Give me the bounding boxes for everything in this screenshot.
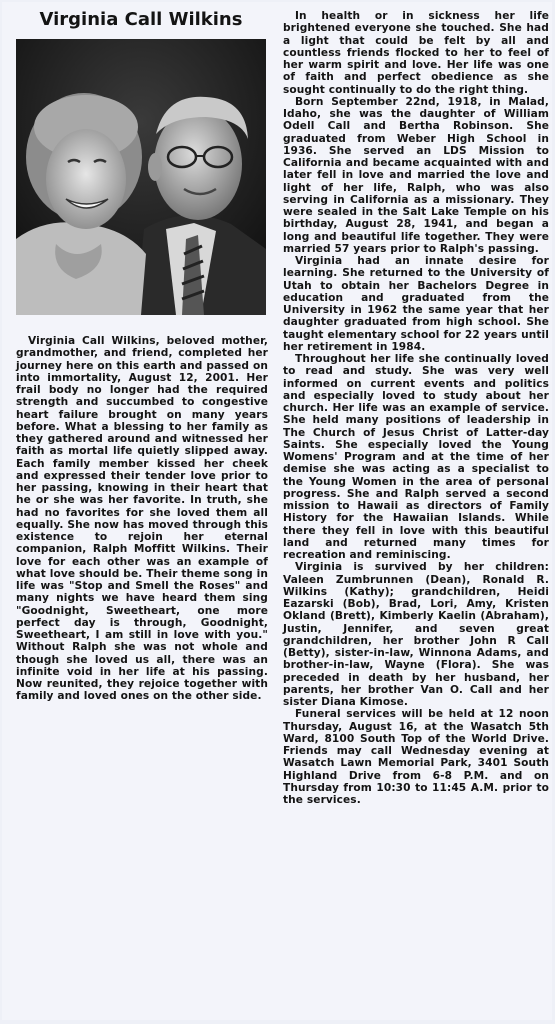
obituary-paragraph: Born September 22nd, 1918, in Malad, Idaho, she was the daughter of William Odell Call and Bertha Robinson. She graduated from Weber High School in 1936. She served an LDS Mission to California and became acquainted with and later fell in love and married the love and light of her life, Ralph, who was also serving in California as a missionary. They were sealed in the Salt Lake Temple on his birthday, August 28, 1941, and began a long and beautiful life together. They were married 57 years prior to Ralph's passing. (283, 95, 549, 255)
obituary-paragraph: Virginia is survived by her children: Valeen Zumbrunnen (Dean), Ronald R. Wilkins (Kathy); grandchildren, Heidi Eazarski (Bob), Brad, Lori, Amy, Kristen Okland (Brett), Kimberly Kaelin (Abraham), Justin, Jennifer, and seven great grandchildren, her brother John R Call (Betty), sister-in-law, Winnona Adams, and brother-in-law, Wayne (Flora). She was preceded in death by her husband, her parents, her brother Van O. Call and her sister Diana Kimose. (283, 561, 549, 708)
right-column (283, 10, 549, 806)
obituary-paragraph: Virginia Call Wilkins, beloved mother, grandmother, and friend, completed her journey here on this earth and passed on into immortality, August 12, 2001. Her frail body no longer had the required strength and succumbed to congestive heart failure brought on many years before. What a blessing to her family as they gathered around and witnessed her faith as mortal life quietly slipped away. Each family member kissed her cheek and expressed their tender love prior to her passing, knowing in their heart that he or she was her favorite. In truth, she had no favorites for she loved them all equally. She now has moved through this existence to rejoin her eternal companion, Ralph Moffitt Wilkins. Their love for each other was an example of what love should be. Their theme song in life was "Stop and Smell the Roses" and many nights we have heard them sing "Goodnight, Sweetheart, one more perfect day is through, Goodnight, Sweetheart, I am still in love with you." Without Ralph she was not whole and though she loved us all, there was an infinite void in her life at his passing. Now reunited, they rejoice together with family and loved ones on the other side. (16, 335, 268, 703)
couple-photo (16, 39, 266, 315)
left-column (10, 8, 272, 703)
obituary-title: Virginia Call Wilkins (39, 9, 243, 30)
obituary-paragraph: Funeral services will be held at 12 noon Thursday, August 16, at the Wasatch 5th Ward, 8100 South Top of the World Drive. Friends may call Wednesday evening at Wasatch Lawn Memorial Park, 3401 South Highland Drive from 6-8 P.M. and on Thursday from 10:30 to 11:45 A.M. prior to the services. (283, 708, 549, 806)
couple-photo-art (16, 39, 266, 315)
obituary-paragraph: Throughout her life she continually loved to read and study. She was very well informed on current events and politics and especially loved to study about her church. Her life was an example of service. She held many positions of leadership in The Church of Jesus Christ of Latter-day Saints. She especially loved the Young Womens' Program and at the time of her demise she was acting as a specialist to the Young Women in the area of personal progress. She and Ralph served a second mission to Hawaii as directors of Family History for the Hawaiian Islands. While there they fell in love with this beautiful land and returned many times for recreation and reminiscing. (283, 353, 549, 561)
left-text-block (10, 335, 272, 703)
obituary-paragraph: In health or in sickness her life brightened everyone she touched. She had a light that could be felt by all and countless friends flocked to her to feel of her warm spirit and love. Her life was one of faith and perfect obedience as she sought continually to do the right thing. (283, 10, 549, 96)
obituary-clipping (2, 2, 552, 1020)
obituary-paragraph: Virginia had an innate desire for learning. She returned to the University of Utah to obtain her Bachelors Degree in education and graduated from the University in 1962 the same year that her daughter graduated from high school. She taught elementary school for 22 years until her retirement in 1984. (283, 255, 549, 353)
